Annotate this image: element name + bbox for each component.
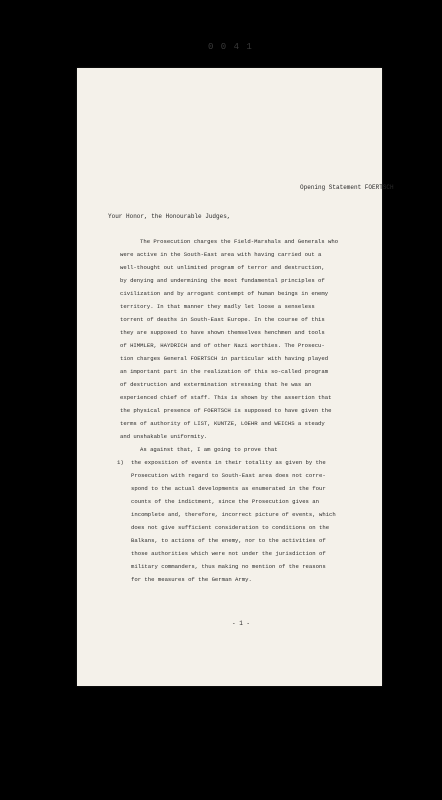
salutation: Your Honor, the Honourable Judges, bbox=[108, 213, 231, 220]
text-line: The Prosecution charges the Field-Marshals and Generals who bbox=[140, 238, 339, 245]
document-heading: Opening Statement FOERTSCH bbox=[300, 184, 394, 191]
text-line: military commanders, thus making no mention of the reasons bbox=[131, 563, 326, 570]
document-page bbox=[77, 68, 382, 686]
text-line: an important part in the realization of this so-called program bbox=[120, 368, 329, 375]
text-line: Prosecution with regard to South-East area does not corre- bbox=[131, 472, 326, 479]
text-line: experienced chief of staff. This is shown by the assertion that bbox=[120, 394, 332, 401]
text-line: of destruction and extermination stressing that he was an bbox=[120, 381, 312, 388]
text-line: and unshakable uniformity. bbox=[120, 433, 208, 440]
text-line: for the measures of the German Army. bbox=[131, 576, 252, 583]
text-line: tion charges General FOERTSCH in particular with having played bbox=[120, 355, 329, 362]
page-footer-number: - 1 - bbox=[232, 620, 251, 627]
paragraph-2-intro: As against that, I am going to prove that bbox=[140, 446, 278, 453]
text-line: the physical presence of FOERTSCH is supposed to have given the bbox=[120, 407, 332, 414]
text-line: the exposition of events in their totality as given by the bbox=[131, 459, 326, 466]
text-line: does not give sufficient consideration to conditions on the bbox=[131, 524, 330, 531]
list-item-number: 1) bbox=[117, 459, 124, 466]
text-line: those authorities which were not under the jurisdiction of bbox=[131, 550, 326, 557]
text-line: they are supposed to have shown themselves henchmen and tools bbox=[120, 329, 325, 336]
text-line: incomplete and, therefore, incorrect picture of events, which bbox=[131, 511, 336, 518]
text-line: civilization and by arrogant contempt of human beings in enemy bbox=[120, 290, 329, 297]
text-line: well-thought out unlimited program of terror and destruction, bbox=[120, 264, 325, 271]
text-line: counts of the indictment, since the Prosecution gives an bbox=[131, 498, 319, 505]
text-line: terms of authority of LIST, KUNTZE, LOEHR and WEICHS a steady bbox=[120, 420, 325, 427]
text-line: territory. In that manner they madly let loose a senseless bbox=[120, 303, 315, 310]
text-line: Balkans, to actions of the enemy, nor to the activities of bbox=[131, 537, 326, 544]
text-line: of HIMMLER, HAYDRICH and of other Nazi worthies. The Prosecu- bbox=[120, 342, 325, 349]
text-line: torrent of deaths in South-East Europe. In the course of this bbox=[120, 316, 325, 323]
archive-page-number: 0 0 4 1 bbox=[208, 42, 253, 52]
text-line: by denying and undermining the most fundamental principles of bbox=[120, 277, 325, 284]
text-line: spond to the actual developments as enumerated in the four bbox=[131, 485, 326, 492]
text-line: were active in the South-East area with having carried out a bbox=[120, 251, 322, 258]
